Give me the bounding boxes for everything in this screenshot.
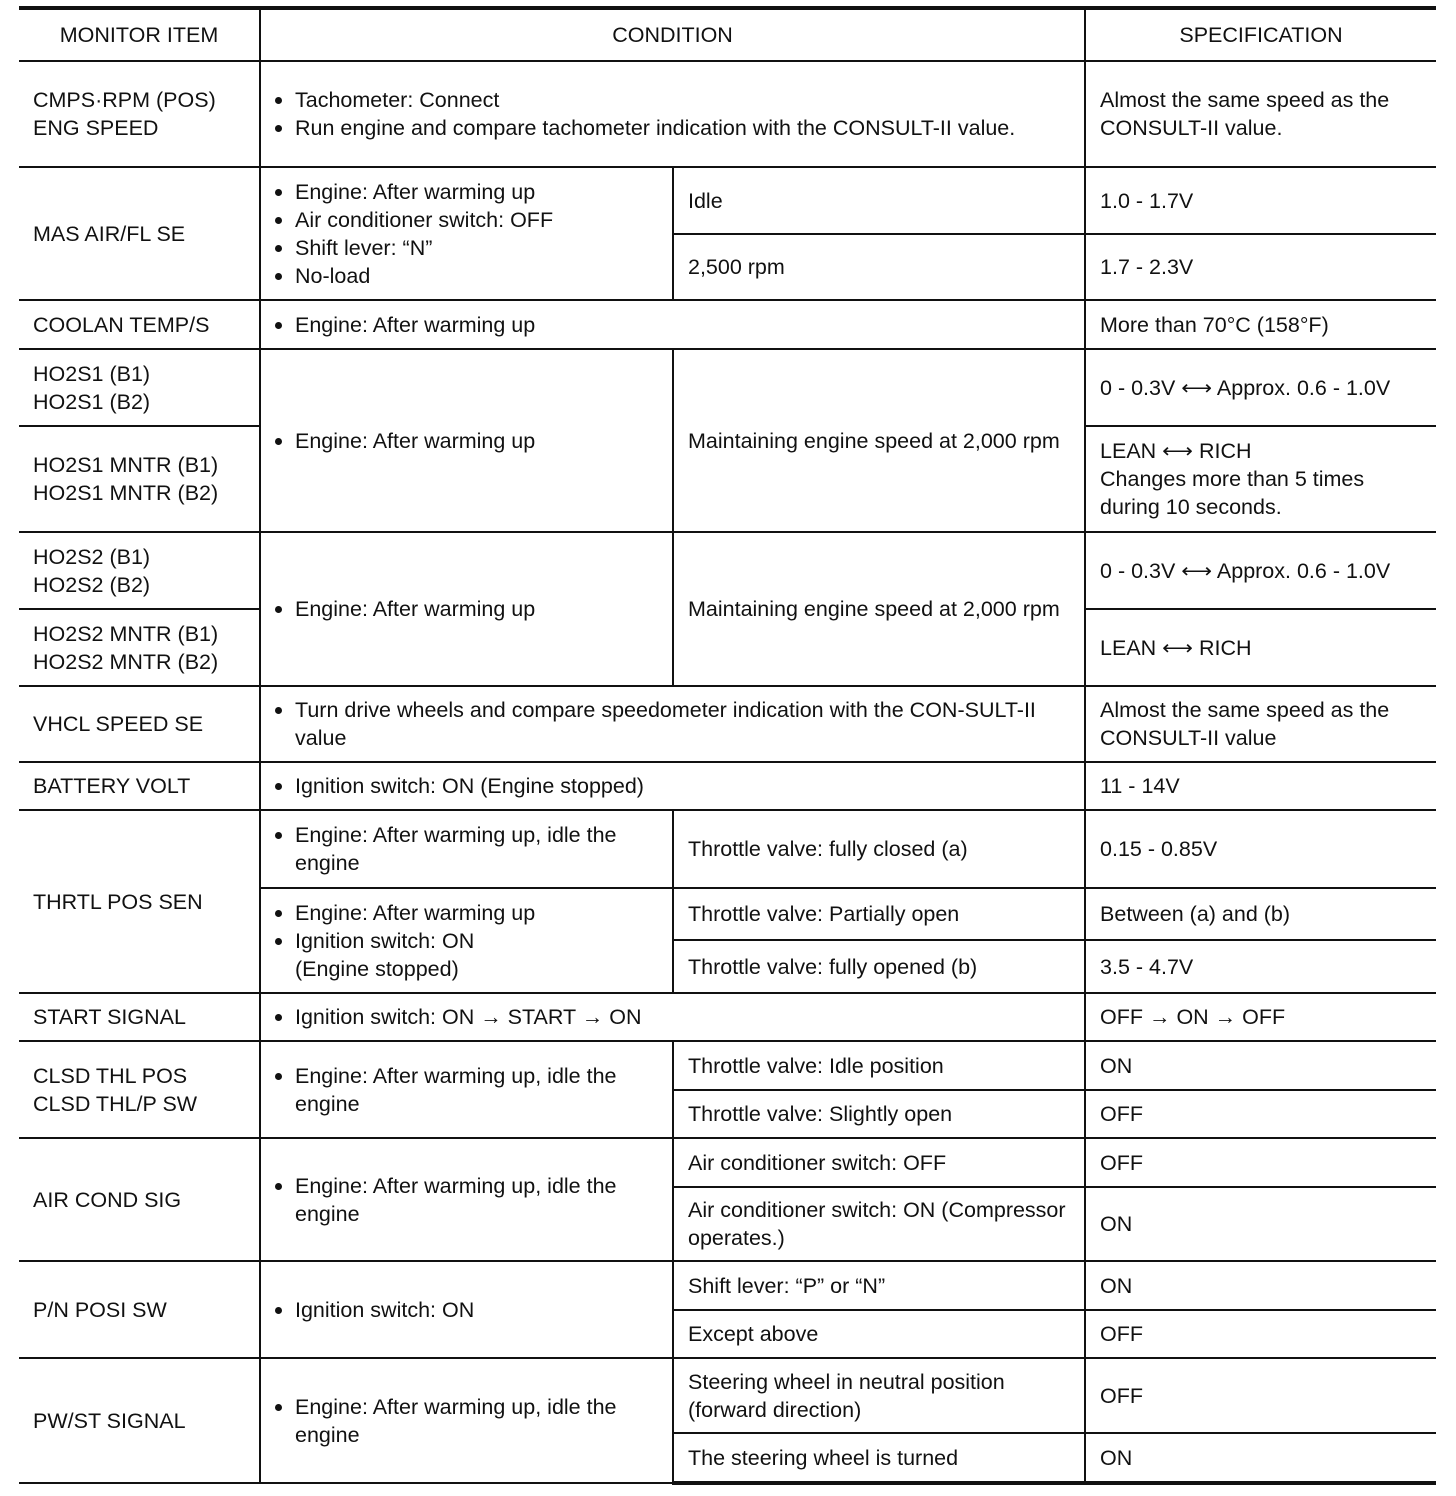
spec-cell: Almost the same speed as the CONSULT-II value. (1085, 61, 1436, 167)
spec-cell: ON (1085, 1433, 1436, 1483)
bullet-item: Engine: After warming up (275, 311, 1076, 339)
spec-cell: ON (1085, 1041, 1436, 1090)
bullet-item: Turn drive wheels and compare speedometer indication with the CON-SULT-II value (275, 696, 1076, 752)
monitor-item: HO2S2 MNTR (B1) HO2S2 MNTR (B2) (19, 609, 260, 686)
sub-condition-cell: 2,500 rpm (673, 234, 1085, 300)
condition-cell (260, 686, 1085, 762)
sub-condition-cell: Maintaining engine speed at 2,000 rpm (673, 532, 1085, 686)
bullet-item: Run engine and compare tachometer indication with the CONSULT-II value. (275, 114, 1076, 142)
sub-condition-cell: Throttle valve: Idle position (673, 1041, 1085, 1090)
table-row (19, 993, 1436, 1041)
monitor-item: COOLAN TEMP/S (19, 300, 260, 349)
spec-cell: OFF (1085, 1310, 1436, 1358)
spec-cell: 11 - 14V (1085, 762, 1436, 810)
table-row (19, 686, 1436, 762)
sub-condition-cell: The steering wheel is turned (673, 1433, 1085, 1483)
table-row (19, 810, 1436, 888)
bullet-item: Tachometer: Connect (275, 86, 1076, 114)
spec-cell: LEAN ⟷ RICH (1085, 609, 1436, 686)
spec-cell: LEAN ⟷ RICH Changes more than 5 times during 10 seconds. (1085, 426, 1436, 532)
spec-cell: 1.7 - 2.3V (1085, 234, 1436, 300)
bullet-item: Ignition switch: ON (Engine stopped) (275, 772, 1076, 800)
spec-cell: OFF (1085, 1358, 1436, 1433)
sub-condition-cell: Idle (673, 167, 1085, 234)
monitor-item: HO2S2 (B1) HO2S2 (B2) (19, 532, 260, 609)
bullet-item: Engine: After warming up, idle the engine (275, 821, 664, 877)
bullet-item: Engine: After warming up, idle the engine (275, 1172, 664, 1228)
bullet-item: Engine: After warming up, idle the engine (275, 1393, 664, 1449)
table-row (19, 61, 1436, 167)
condition-cell (260, 810, 673, 888)
bullet-item: Engine: After warming up (275, 427, 664, 455)
condition-cell (260, 61, 1085, 167)
sub-condition-cell: Throttle valve: Slightly open (673, 1090, 1085, 1138)
bullet-item: Engine: After warming up (275, 178, 664, 206)
monitor-spec-table (19, 6, 1436, 1485)
condition-cell: Engine: After warming up Ignition switch: ON (Engine stopped) (260, 888, 673, 993)
bullet-item: Air conditioner switch: OFF (275, 206, 664, 234)
sub-condition-cell: Shift lever: “P” or “N” (673, 1261, 1085, 1310)
table-row (19, 349, 1436, 426)
condition-cell (260, 349, 673, 532)
condition-cell (260, 1261, 673, 1358)
condition-cell (260, 762, 1085, 810)
spec-cell: ON (1085, 1261, 1436, 1310)
header-row (19, 8, 1436, 61)
bullet-item: Ignition switch: ON → START → ON (275, 1003, 1076, 1031)
monitor-item: VHCL SPEED SE (19, 686, 260, 762)
sub-condition-cell: Throttle valve: Partially open (673, 888, 1085, 940)
header-condition: CONDITION (260, 8, 1085, 61)
table-row (19, 762, 1436, 810)
header-monitor-item: MONITOR ITEM (19, 8, 260, 61)
condition-cell (260, 1138, 673, 1261)
bullet-item: Ignition switch: ON (275, 927, 664, 955)
monitor-item: BATTERY VOLT (19, 762, 260, 810)
spec-cell: 0 - 0.3V ⟷ Approx. 0.6 - 1.0V (1085, 349, 1436, 426)
bullet-item: Engine: After warming up, idle the engine (275, 1062, 664, 1118)
table-row (19, 300, 1436, 349)
bullet-item: No-load (275, 262, 664, 290)
table-row (19, 1041, 1436, 1090)
sub-condition-cell: Air conditioner switch: OFF (673, 1138, 1085, 1187)
sub-condition-cell: Throttle valve: fully closed (a) (673, 810, 1085, 888)
bullet-item: Engine: After warming up (275, 595, 664, 623)
table-row (19, 1138, 1436, 1187)
spec-cell: 3.5 - 4.7V (1085, 940, 1436, 993)
monitor-item: AIR COND SIG (19, 1138, 260, 1261)
monitor-item: HO2S1 MNTR (B1) HO2S1 MNTR (B2) (19, 426, 260, 532)
spec-cell: OFF (1085, 1138, 1436, 1187)
spec-cell: OFF (1085, 1090, 1436, 1138)
monitor-item: PW/ST SIGNAL (19, 1358, 260, 1483)
monitor-item: CLSD THL POS CLSD THL/P SW (19, 1041, 260, 1138)
sub-condition-cell: Steering wheel in neutral position (forward direction) (673, 1358, 1085, 1433)
monitor-item: THRTL POS SEN (19, 810, 260, 993)
bullet-item: Shift lever: “N” (275, 234, 664, 262)
condition-cell (260, 167, 673, 300)
condition-cell (260, 532, 673, 686)
spec-cell: Between (a) and (b) (1085, 888, 1436, 940)
condition-cell (260, 1041, 673, 1138)
table-row (19, 167, 1436, 234)
spec-cell: 0 - 0.3V ⟷ Approx. 0.6 - 1.0V (1085, 532, 1436, 609)
monitor-item: CMPS·RPM (POS) ENG SPEED (19, 61, 260, 167)
spec-cell: 1.0 - 1.7V (1085, 167, 1436, 234)
table-row (19, 1261, 1436, 1310)
header-specification: SPECIFICATION (1085, 8, 1436, 61)
bullet-item: Engine: After warming up (275, 899, 664, 927)
condition-cell (260, 300, 1085, 349)
monitor-item: MAS AIR/FL SE (19, 167, 260, 300)
spec-cell: ON (1085, 1187, 1436, 1261)
condition-cell (260, 993, 1085, 1041)
spec-cell: Almost the same speed as the CONSULT-II value (1085, 686, 1436, 762)
monitor-item: P/N POSI SW (19, 1261, 260, 1358)
sub-condition-cell: Throttle valve: fully opened (b) (673, 940, 1085, 993)
monitor-item: START SIGNAL (19, 993, 260, 1041)
spec-cell: 0.15 - 0.85V (1085, 810, 1436, 888)
spec-cell: More than 70°C (158°F) (1085, 300, 1436, 349)
table-row (19, 1358, 1436, 1433)
table-row (19, 532, 1436, 609)
spec-cell: OFF → ON → OFF (1085, 993, 1436, 1041)
bullet-item: Ignition switch: ON (275, 1296, 664, 1324)
monitor-item: HO2S1 (B1) HO2S1 (B2) (19, 349, 260, 426)
sub-condition-cell: Except above (673, 1310, 1085, 1358)
condition-cell (260, 1358, 673, 1483)
sub-condition-cell: Air conditioner switch: ON (Compressor operates.) (673, 1187, 1085, 1261)
sub-condition-cell: Maintaining engine speed at 2,000 rpm (673, 349, 1085, 532)
